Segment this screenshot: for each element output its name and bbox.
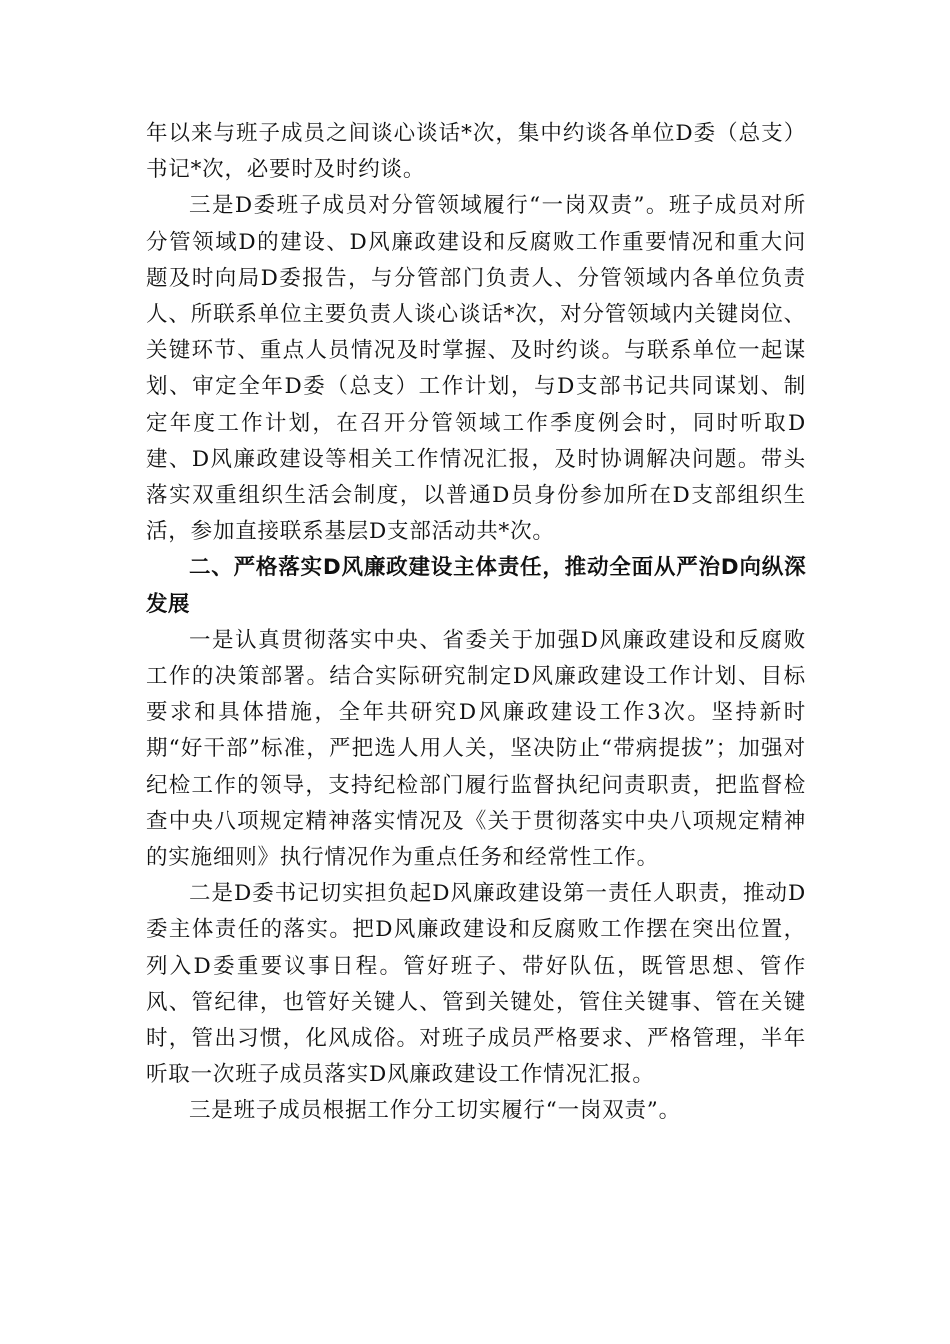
paragraph: 三是D委班子成员对分管领域履行“一岗双责”。班子成员对所分管领域D的建设、D风廉政建设和反腐败工作重要情况和重大问题及时向局D委报告，与分管部门负责人、分管领域内各单位负责人、所联系单位主要负责人谈心谈话*次，对分管领域内关键岗位、关键环节、重点人员情况及时掌握、及时约谈。与联系单位一起谋划、审定全年D委（总支）工作计划，与D支部书记共同谋划、制定年度工作计划，在召开分管领域工作季度例会时，同时听取D建、D风廉政建设等相关工作情况汇报，及时协调解决问题。带头落实双重组织生活会制度，以普通D员身份参加所在D支部组织生活，参加直接联系基层D支部活动共*次。 — [146, 193, 806, 545]
document-body — [146, 116, 806, 1130]
paragraph: 年以来与班子成员之间谈心谈话*次，集中约谈各单位D委（总支）书记*次，必要时及时约谈。 — [146, 121, 806, 183]
paragraph: 一是认真贯彻落实中央、省委关于加强D风廉政建设和反腐败工作的决策部署。结合实际研究制定D风廉政建设工作计划、目标要求和具体措施，全年共研究D风廉政建设工作3次。坚持新时期“好干部”标准，严把选人用人关，坚决防止“带病提拔”；加强对纪检工作的领导，支持纪检部门履行监督执纪问责职责，把监督检查中央八项规定精神落实情况及《关于贯彻落实中央八项规定精神的实施细则》执行情况作为重点任务和经常性工作。 — [146, 627, 806, 871]
section-heading: 二、严格落实D风廉政建设主体责任，推动全面从严治D向纵深发展 — [146, 555, 806, 617]
paragraph: 三是班子成员根据工作分工切实履行“一岗双责”。 — [189, 1098, 681, 1124]
paragraph: 二是D委书记切实担负起D风廉政建设第一责任人职责，推动D委主体责任的落实。把D风廉政建设和反腐败工作摆在突出位置，列入D委重要议事日程。管好班子、带好队伍，既管思想、管作风、管纪律，也管好关键人、管到关键处，管住关键事、管在关键时，管出习惯，化风成俗。对班子成员严格要求、严格管理，半年听取一次班子成员落实D风廉政建设工作情况汇报。 — [146, 881, 806, 1088]
